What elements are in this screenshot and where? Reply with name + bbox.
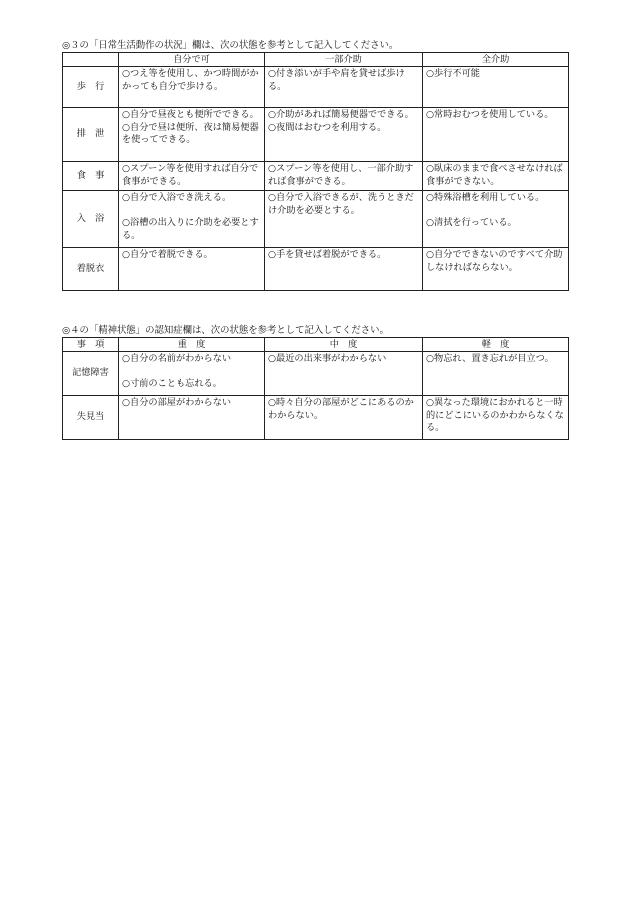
bathing-self-item-2: ○浴槽の出入りに介助を必要とする。: [122, 217, 259, 241]
dementia-caption: ◎４の「精神状態」の認知症欄は、次の状態を参考として記入してください。: [62, 325, 389, 336]
excretion-partial-item-1: ○介助があれば簡易便器でできる。: [268, 109, 414, 120]
memory-severe-item-2: ○寸前のことも忘れる。: [122, 378, 222, 390]
adl-row-walking: [63, 67, 569, 108]
adl-row-eating: [63, 162, 569, 191]
dementia-header-mild: 軽 度: [423, 338, 569, 352]
adl-table: [62, 52, 569, 291]
walking-full-item: ○歩行不可能: [426, 68, 480, 79]
adl-row-excretion: [63, 108, 569, 162]
walking-partial-cell: [265, 67, 423, 108]
row-label-memory: 記憶障害: [63, 352, 119, 396]
walking-self-cell: [119, 67, 265, 108]
dressing-partial-cell: [265, 248, 423, 291]
eating-full-item: ○臥床のままで食べさせなければ食事ができない。: [426, 163, 563, 187]
row-label-dressing: 着脱衣: [63, 248, 119, 291]
dementia-header-severe: 重 度: [119, 338, 265, 352]
eating-full-cell: [423, 162, 569, 191]
disorientation-severe-item: ○自分の部屋がわからない: [122, 397, 232, 408]
memory-moderate-item: ○最近の出来事がわからない: [268, 353, 387, 364]
bathing-self-item-1: ○自分で入浴でき洗える。: [122, 192, 232, 203]
walking-partial-item: ○付き添いが手や肩を貸せば歩ける。: [268, 68, 405, 92]
excretion-self-item-2: ○自分で昼は便所、夜は簡易便器を使ってできる。: [122, 121, 259, 146]
excretion-full-item: ○常時おむつを使用している。: [426, 109, 554, 120]
walking-self-item: ○つえ等を使用し、かつ時間がかかっても自分で歩ける。: [122, 68, 259, 92]
eating-self-item: ○スプーン等を使用すれば自分で食事ができる。: [122, 163, 259, 187]
adl-caption: ◎３の「日常生活動作の状況」欄は、次の状態を参考として記入してください。: [62, 40, 399, 51]
bathing-partial-item: ○自分で入浴できるが、洗うときだけ介助を必要とする。: [268, 192, 414, 216]
row-label-excretion: 排 泄: [63, 108, 119, 162]
dementia-header-row: [63, 338, 569, 352]
eating-partial-item: ○スプーン等を使用し、一部介助すれば食事ができる。: [268, 163, 414, 187]
walking-full-cell: [423, 67, 569, 108]
row-label-walking: 歩 行: [63, 67, 119, 108]
dressing-self-item: ○自分で着脱できる。: [122, 249, 213, 260]
adl-header-self: 自分で可: [119, 53, 265, 67]
dressing-partial-item: ○手を貸せば着脱ができる。: [268, 249, 387, 260]
adl-header-partial: 一部介助: [265, 53, 423, 67]
eating-partial-cell: [265, 162, 423, 191]
dementia-row-memory: [63, 352, 569, 396]
excretion-self-cell: [119, 108, 265, 162]
row-label-eating: 食 事: [63, 162, 119, 191]
memory-severe-cell: [119, 352, 265, 396]
row-label-disorientation: 失見当: [63, 396, 119, 440]
eating-self-cell: [119, 162, 265, 191]
dementia-table: [62, 337, 569, 440]
disorientation-moderate-item: ○時々自分の部屋がどこにあるのかわからない。: [268, 397, 414, 421]
adl-row-bathing: [63, 191, 569, 248]
adl-row-dressing: [63, 248, 569, 291]
adl-header-full: 全介助: [423, 53, 569, 67]
excretion-partial-cell: [265, 108, 423, 162]
dementia-header-moderate: 中 度: [265, 338, 423, 352]
dementia-header-item: 事 項: [63, 338, 119, 352]
memory-mild-item: ○物忘れ、置き忘れが目立つ。: [426, 353, 554, 364]
dressing-self-cell: [119, 248, 265, 291]
bathing-full-item-2: ○清拭を行っている。: [426, 217, 517, 229]
disorientation-mild-item: ○異なった環境におかれると一時的にどこにいるのかわからなくなる。: [426, 397, 564, 434]
dressing-full-cell: [423, 248, 569, 291]
bathing-full-item-1: ○特殊浴槽を利用している。: [426, 192, 545, 203]
adl-header-blank: [63, 53, 119, 67]
memory-mild-cell: [423, 352, 569, 396]
row-label-bathing: 入 浴: [63, 191, 119, 248]
excretion-full-cell: [423, 108, 569, 162]
adl-header-row: [63, 53, 569, 67]
memory-moderate-cell: [265, 352, 423, 396]
excretion-partial-item-2: ○夜間はおむつを利用する。: [268, 121, 387, 133]
disorientation-mild-cell: [423, 396, 569, 440]
bathing-partial-cell: [265, 191, 423, 248]
excretion-self-item-1: ○自分で昼夜とも便所でできる。: [122, 109, 259, 120]
bathing-self-cell: [119, 191, 265, 248]
dressing-full-item: ○自分でできないのですべて介助しなければならない。: [426, 249, 563, 273]
disorientation-moderate-cell: [265, 396, 423, 440]
dementia-row-disorientation: [63, 396, 569, 440]
bathing-full-cell: [423, 191, 569, 248]
disorientation-severe-cell: [119, 396, 265, 440]
memory-severe-item-1: ○自分の名前がわからない: [122, 353, 232, 364]
